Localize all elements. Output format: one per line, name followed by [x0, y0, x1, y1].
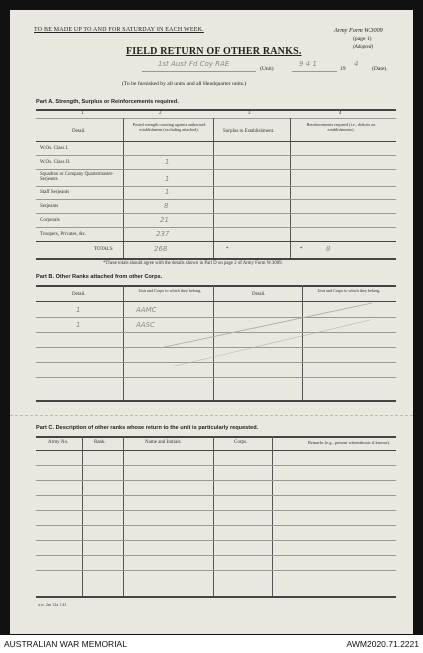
part-a-totals-rule: [36, 241, 396, 242]
part-b-vline-2: [213, 285, 214, 401]
part-c-row-rule: [36, 480, 396, 481]
part-a-row-rule: [36, 227, 396, 228]
part-b-header-unit-1: Unit and Corps to which they belong.: [138, 288, 202, 293]
part-a-row-detail: Staff Serjeants: [40, 190, 70, 195]
part-a-top-rule: [36, 109, 396, 111]
part-a-row-rule: [36, 199, 396, 200]
part-c-row-rule: [36, 465, 396, 466]
part-a-vline-3: [290, 118, 291, 258]
part-a-num-rule: [36, 118, 396, 119]
part-c-header-rule: [36, 450, 396, 451]
part-a-colnum-1: 1: [81, 111, 84, 116]
handwritten-year: 4: [354, 60, 359, 68]
part-c-vline-4: [272, 436, 273, 596]
print-code: a.w. 2m 12a 1.41: [38, 602, 67, 607]
part-a-totals-value: 268: [154, 245, 168, 253]
part-a-row-detail: Serjeants: [40, 204, 59, 209]
part-c-top-rule: [36, 436, 396, 438]
handwritten-date: 9 4 1: [299, 60, 317, 68]
part-c-header-army-no: Army No.: [48, 440, 69, 445]
part-c-row-rule: [36, 540, 396, 541]
part-b-header-detail-1: Detail.: [72, 292, 86, 297]
part-a-vline-1: [123, 118, 124, 258]
part-b-row-rule: [36, 317, 396, 318]
part-b-vline-3: [302, 285, 303, 401]
part-b-vline-1: [123, 285, 124, 401]
part-a-row-detail: Troopers, Privates, &c.: [40, 232, 87, 237]
part-a-title: Part A. Strength, Surplus or Reinforcements required.: [36, 99, 179, 105]
part-b-header-detail-2: Detail.: [252, 292, 266, 297]
part-a-row-detail: W.Os. Class I.: [40, 146, 69, 151]
part-b-top-rule: [36, 285, 396, 287]
part-b-row-rule: [36, 347, 396, 348]
part-a-row-posted: 21: [160, 216, 169, 224]
part-a-row-rule: [36, 213, 396, 214]
part-b-entry-unit: AAMC: [136, 306, 157, 314]
part-c-row-rule: [36, 525, 396, 526]
part-b-row-rule: [36, 362, 396, 363]
furnished-note: (To be furnished by all units and all Headquarter units.): [122, 81, 247, 87]
form-page-number: (page 1): [353, 36, 372, 42]
part-c-bottom-rule: [36, 596, 396, 598]
form-title: FIELD RETURN OF OTHER RANKS.: [126, 46, 302, 57]
part-b-entry-detail: 1: [76, 321, 81, 329]
part-b-header-rule: [36, 301, 396, 302]
part-a-row-rule: [36, 169, 396, 170]
part-a-colnum-2: 2: [159, 111, 162, 116]
part-a-colnum-3: 3: [248, 111, 251, 116]
form-page: [10, 10, 413, 634]
part-a-row-posted: 8: [164, 202, 169, 210]
part-b-row-rule: [36, 377, 396, 378]
part-a-row-rule: [36, 155, 396, 156]
part-a-reinf-total: 8: [326, 245, 331, 253]
part-b-bottom-rule: [36, 400, 396, 402]
part-a-row-detail: W.Os. Class II.: [40, 160, 71, 165]
date-line: [292, 71, 337, 72]
part-a-bottom-rule: [36, 258, 396, 260]
part-a-header-rule: [36, 141, 396, 142]
part-c-row-rule: [36, 510, 396, 511]
part-a-vline-2: [213, 118, 214, 258]
part-c-header-rank: Rank.: [94, 440, 106, 445]
part-a-totals-label: TOTALS: [94, 247, 113, 252]
part-a-row-posted: 1: [165, 188, 170, 196]
part-c-row-rule: [36, 570, 396, 571]
part-a-row-posted: 1: [165, 175, 170, 183]
part-c-header-remarks: Remarks (e.g., present whereabouts if known).: [308, 440, 391, 445]
part-a-row-posted: 237: [156, 230, 170, 238]
part-b-entry-unit: AASC: [136, 321, 155, 329]
part-b-header-unit-2: Unit and Corps to which they belong.: [317, 288, 381, 293]
part-c-vline-3: [213, 436, 214, 596]
part-a-header-posted: Posted strength counting against authorised establishment (excluding attached).: [132, 122, 206, 132]
form-name: Army Form W.3009: [334, 27, 383, 34]
unit-line: [142, 71, 256, 72]
part-a-header-reinf: Reinforcements required (i.e., deficits on establishments).: [306, 122, 376, 132]
part-a-row-detail: Corporals: [40, 218, 60, 223]
handwritten-unit: 1st Aust Fd Coy RAE: [158, 60, 230, 68]
part-a-totals-star-surplus: *: [226, 247, 229, 252]
year-prefix: 19: [340, 66, 346, 72]
part-a-row-detail: Squadron or Company Quartermaster-Serjeants: [40, 172, 114, 183]
part-a-row-rule: [36, 186, 396, 187]
part-b-entry-detail: 1: [76, 306, 81, 314]
part-a-totals-star-reinf: *: [300, 247, 303, 252]
part-c-vline-2: [123, 436, 124, 596]
part-c-vline-1: [82, 436, 83, 596]
adapted-note: (Adapted): [353, 45, 373, 50]
part-a-header-surplus: Surplus to Establishment.: [223, 129, 275, 134]
part-c-row-rule: [36, 555, 396, 556]
date-label: (Date).: [372, 66, 388, 72]
part-a-footnote: *These totals should agree with the details shown in Part D on page 2 of Army Form W.3009.: [103, 261, 283, 266]
part-b-row-rule: [36, 332, 396, 333]
part-a-colnum-4: 4: [339, 111, 342, 116]
part-c-header-name: Name and Initials.: [145, 440, 182, 445]
part-a-row-posted: 1: [165, 158, 170, 166]
part-c-title: Part C. Description of other ranks whose return to the unit is particularly requested.: [36, 425, 259, 431]
perforation-line: [10, 415, 413, 416]
part-b-title: Part B. Other Ranks attached from other Corps.: [36, 274, 163, 280]
part-a-header-detail: Detail.: [72, 129, 86, 134]
part-c-header-corps: Corps.: [234, 440, 248, 445]
top-note: TO BE MADE UP TO AND FOR SATURDAY IN EACH WEEK.: [34, 27, 204, 33]
archive-reference: AWM2020.71.2221: [346, 639, 419, 649]
archive-caption: AUSTRALIAN WAR MEMORIAL: [4, 639, 127, 649]
unit-label: (Unit): [260, 66, 274, 72]
part-c-row-rule: [36, 495, 396, 496]
